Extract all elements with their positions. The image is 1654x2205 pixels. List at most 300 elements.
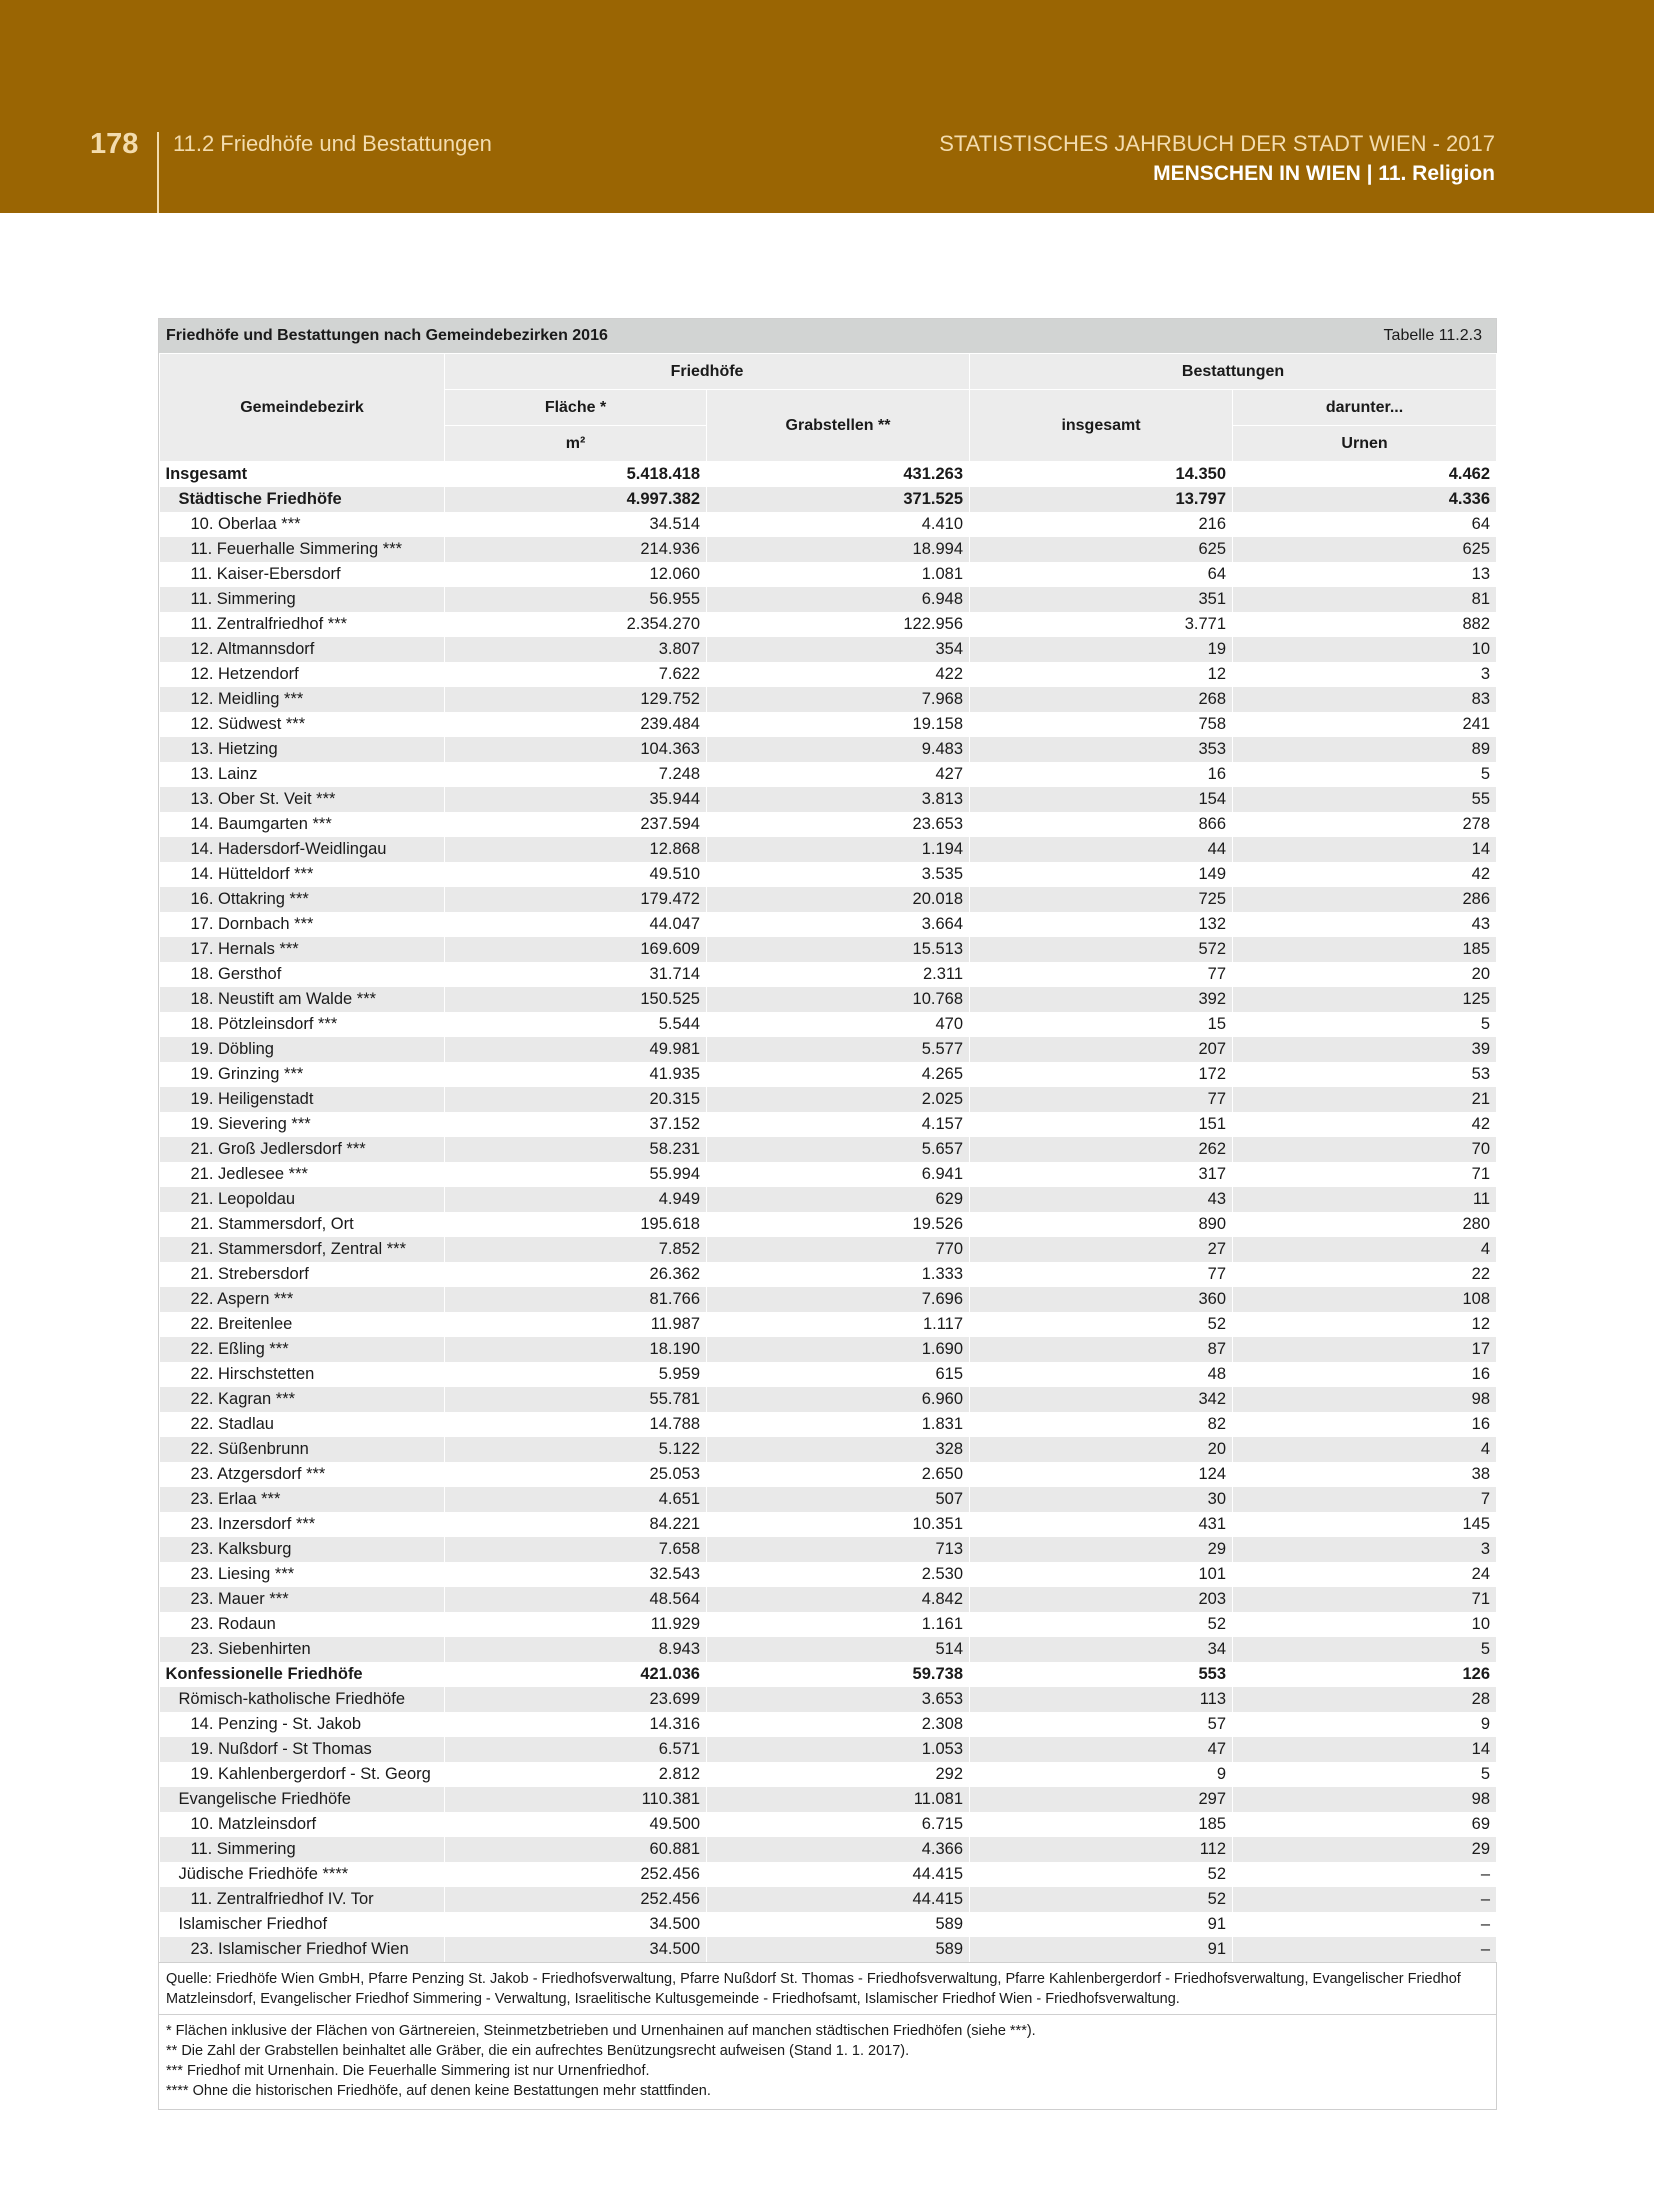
row-name: Städtische Friedhöfe	[160, 487, 445, 512]
cell-urnen: 14	[1233, 837, 1497, 862]
table-row	[160, 587, 1497, 612]
table-row	[160, 812, 1497, 837]
row-name: 19. Nußdorf - St Thomas	[160, 1737, 445, 1762]
cell-flaeche: 34.500	[445, 1937, 707, 1962]
cell-grabstellen: 2.025	[707, 1087, 970, 1112]
header-urnen: Urnen	[1233, 426, 1497, 462]
table-row	[160, 1537, 1497, 1562]
cell-urnen: 108	[1233, 1287, 1497, 1312]
row-name: 10. Oberlaa ***	[160, 512, 445, 537]
cell-flaeche: 56.955	[445, 587, 707, 612]
cell-grabstellen: 3.535	[707, 862, 970, 887]
cell-flaeche: 7.622	[445, 662, 707, 687]
cell-insgesamt: 87	[970, 1337, 1233, 1362]
cell-grabstellen: 10.768	[707, 987, 970, 1012]
cell-flaeche: 7.852	[445, 1237, 707, 1262]
table-row	[160, 1712, 1497, 1737]
cell-grabstellen: 4.410	[707, 512, 970, 537]
cell-insgesamt: 52	[970, 1312, 1233, 1337]
cell-flaeche: 169.609	[445, 937, 707, 962]
row-name: 11. Simmering	[160, 587, 445, 612]
table-row	[160, 1337, 1497, 1362]
cell-insgesamt: 30	[970, 1487, 1233, 1512]
cell-insgesamt: 47	[970, 1737, 1233, 1762]
cell-insgesamt: 553	[970, 1662, 1233, 1687]
cell-grabstellen: 6.960	[707, 1387, 970, 1412]
row-name: 19. Döbling	[160, 1037, 445, 1062]
row-name: 18. Gersthof	[160, 962, 445, 987]
table-row	[160, 862, 1497, 887]
row-name: 21. Stammersdorf, Ort	[160, 1212, 445, 1237]
cell-grabstellen: 770	[707, 1237, 970, 1262]
cell-grabstellen: 4.265	[707, 1062, 970, 1087]
cell-urnen: 22	[1233, 1262, 1497, 1287]
row-name: 14. Hadersdorf-Weidlingau	[160, 837, 445, 862]
cell-urnen: 125	[1233, 987, 1497, 1012]
cell-urnen: –	[1233, 1862, 1497, 1887]
cell-urnen: 13	[1233, 562, 1497, 587]
table-row	[160, 1087, 1497, 1112]
cell-flaeche: 4.651	[445, 1487, 707, 1512]
cell-grabstellen: 589	[707, 1912, 970, 1937]
cell-urnen: 882	[1233, 612, 1497, 637]
cell-grabstellen: 2.308	[707, 1712, 970, 1737]
cell-grabstellen: 20.018	[707, 887, 970, 912]
cell-grabstellen: 4.842	[707, 1587, 970, 1612]
cell-urnen: 29	[1233, 1837, 1497, 1862]
cell-urnen: 4.462	[1233, 462, 1497, 488]
cell-insgesamt: 52	[970, 1862, 1233, 1887]
cell-urnen: 71	[1233, 1162, 1497, 1187]
table-row	[160, 837, 1497, 862]
cell-flaeche: 421.036	[445, 1662, 707, 1687]
row-name: 11. Kaiser-Ebersdorf	[160, 562, 445, 587]
cell-insgesamt: 14.350	[970, 462, 1233, 488]
row-name: Römisch-katholische Friedhöfe	[160, 1687, 445, 1712]
cell-urnen: 20	[1233, 962, 1497, 987]
table-number: Tabelle 11.2.3	[1383, 327, 1482, 344]
cell-insgesamt: 43	[970, 1187, 1233, 1212]
row-name: 21. Strebersdorf	[160, 1262, 445, 1287]
row-name: 21. Leopoldau	[160, 1187, 445, 1212]
table-titlebar	[159, 319, 1496, 353]
cell-urnen: 55	[1233, 787, 1497, 812]
cell-urnen: 11	[1233, 1187, 1497, 1212]
cell-flaeche: 214.936	[445, 537, 707, 562]
header-banner	[0, 0, 1654, 213]
cell-urnen: 278	[1233, 812, 1497, 837]
table-row	[160, 637, 1497, 662]
row-name: 22. Eßling ***	[160, 1337, 445, 1362]
table-row	[160, 662, 1497, 687]
cell-insgesamt: 431	[970, 1512, 1233, 1537]
cell-urnen: 145	[1233, 1512, 1497, 1537]
table-row	[160, 1762, 1497, 1787]
cell-flaeche: 55.781	[445, 1387, 707, 1412]
cell-insgesamt: 77	[970, 962, 1233, 987]
cell-grabstellen: 3.664	[707, 912, 970, 937]
cell-grabstellen: 5.577	[707, 1037, 970, 1062]
row-name: 12. Südwest ***	[160, 712, 445, 737]
table-row	[160, 1862, 1497, 1887]
cell-flaeche: 44.047	[445, 912, 707, 937]
cell-grabstellen: 23.653	[707, 812, 970, 837]
row-name: 13. Lainz	[160, 762, 445, 787]
cell-urnen: 16	[1233, 1412, 1497, 1437]
cell-flaeche: 14.316	[445, 1712, 707, 1737]
cell-grabstellen: 122.956	[707, 612, 970, 637]
table-row	[160, 1362, 1497, 1387]
table-row	[160, 1312, 1497, 1337]
cell-flaeche: 60.881	[445, 1837, 707, 1862]
page-number: 178	[90, 128, 139, 160]
cell-grabstellen: 431.263	[707, 462, 970, 488]
cell-grabstellen: 44.415	[707, 1887, 970, 1912]
table-row	[160, 1187, 1497, 1212]
header-unit-m2: m²	[445, 426, 707, 462]
cell-grabstellen: 1.161	[707, 1612, 970, 1637]
cell-flaeche: 5.544	[445, 1012, 707, 1037]
table-row	[160, 787, 1497, 812]
row-name: 22. Süßenbrunn	[160, 1437, 445, 1462]
row-name: 23. Kalksburg	[160, 1537, 445, 1562]
cell-urnen: 7	[1233, 1487, 1497, 1512]
cell-insgesamt: 91	[970, 1937, 1233, 1962]
cell-insgesamt: 3.771	[970, 612, 1233, 637]
row-name: 22. Hirschstetten	[160, 1362, 445, 1387]
cell-flaeche: 25.053	[445, 1462, 707, 1487]
cell-insgesamt: 19	[970, 637, 1233, 662]
footnote: *** Friedhof mit Urnenhain. Die Feuerhalle Simmering ist nur Urnenfriedhof.	[166, 2063, 650, 2079]
row-name: 14. Penzing - St. Jakob	[160, 1712, 445, 1737]
row-name: 19. Kahlenbergerdorf - St. Georg	[160, 1762, 445, 1787]
table-row	[160, 512, 1497, 537]
cell-grabstellen: 59.738	[707, 1662, 970, 1687]
cell-urnen: 53	[1233, 1062, 1497, 1087]
row-name: 13. Hietzing	[160, 737, 445, 762]
cell-grabstellen: 3.813	[707, 787, 970, 812]
cell-insgesamt: 44	[970, 837, 1233, 862]
cell-insgesamt: 625	[970, 537, 1233, 562]
cell-grabstellen: 4.157	[707, 1112, 970, 1137]
row-name: 16. Ottakring ***	[160, 887, 445, 912]
table-row	[160, 562, 1497, 587]
publication-title: STATISTISCHES JAHRBUCH DER STADT WIEN - 2017	[939, 131, 1495, 156]
table-row	[160, 887, 1497, 912]
cell-flaeche: 49.981	[445, 1037, 707, 1062]
footnote: **** Ohne die historischen Friedhöfe, auf denen keine Bestattungen mehr stattfinden.	[166, 2083, 711, 2099]
table-row	[160, 1112, 1497, 1137]
cell-grabstellen: 1.117	[707, 1312, 970, 1337]
table-row	[160, 1012, 1497, 1037]
cell-insgesamt: 360	[970, 1287, 1233, 1312]
cell-flaeche: 48.564	[445, 1587, 707, 1612]
cell-urnen: 64	[1233, 512, 1497, 537]
cell-grabstellen: 422	[707, 662, 970, 687]
cell-flaeche: 129.752	[445, 687, 707, 712]
cell-insgesamt: 890	[970, 1212, 1233, 1237]
table-row	[160, 1787, 1497, 1812]
cell-urnen: 286	[1233, 887, 1497, 912]
cell-insgesamt: 207	[970, 1037, 1233, 1062]
cell-insgesamt: 77	[970, 1087, 1233, 1112]
cell-urnen: 5	[1233, 1012, 1497, 1037]
cell-insgesamt: 725	[970, 887, 1233, 912]
cell-insgesamt: 52	[970, 1612, 1233, 1637]
row-name: Insgesamt	[160, 462, 445, 488]
cell-flaeche: 179.472	[445, 887, 707, 912]
cell-urnen: 39	[1233, 1037, 1497, 1062]
cell-urnen: 5	[1233, 1637, 1497, 1662]
cell-insgesamt: 13.797	[970, 487, 1233, 512]
source-note: Quelle: Friedhöfe Wien GmbH, Pfarre Penzing St. Jakob - Friedhofsverwaltung, Pfarre Nußdorf St. Thomas - Friedhofsverwaltung, Pfarre Kahlenbergerdorf - Friedhofsverwaltung, Evangelischer Friedhof Matzleinsdorf, Evangelischer Friedhof Simmering - Verwaltung, Israelitische Kultusgemeinde - Friedhofsamt, Islamischer Friedhof Wien - Friedhofsverwaltung.	[159, 1962, 1496, 2014]
cell-grabstellen: 18.994	[707, 537, 970, 562]
table-row	[160, 912, 1497, 937]
cell-grabstellen: 19.526	[707, 1212, 970, 1237]
header-district: Gemeindebezirk	[160, 354, 445, 462]
cell-insgesamt: 268	[970, 687, 1233, 712]
cell-grabstellen: 328	[707, 1437, 970, 1462]
cell-flaeche: 41.935	[445, 1062, 707, 1087]
footnote: * Flächen inklusive der Flächen von Gärtnereien, Steinmetzbetrieben und Urnenhainen auf manchen städtischen Friedhöfen (siehe ***).	[166, 2023, 1036, 2039]
cell-urnen: 81	[1233, 587, 1497, 612]
cell-grabstellen: 2.311	[707, 962, 970, 987]
table-row	[160, 612, 1497, 637]
cell-flaeche: 26.362	[445, 1262, 707, 1287]
cell-insgesamt: 48	[970, 1362, 1233, 1387]
cell-grabstellen: 4.366	[707, 1837, 970, 1862]
row-name: 21. Jedlesee ***	[160, 1162, 445, 1187]
cell-flaeche: 150.525	[445, 987, 707, 1012]
cell-urnen: 3	[1233, 662, 1497, 687]
cell-flaeche: 2.812	[445, 1762, 707, 1787]
cell-urnen: 280	[1233, 1212, 1497, 1237]
cell-urnen: 10	[1233, 637, 1497, 662]
row-name: 22. Stadlau	[160, 1412, 445, 1437]
table-row	[160, 987, 1497, 1012]
table-row	[160, 537, 1497, 562]
cell-insgesamt: 151	[970, 1112, 1233, 1137]
cell-grabstellen: 5.657	[707, 1137, 970, 1162]
cell-grabstellen: 371.525	[707, 487, 970, 512]
table-row	[160, 1137, 1497, 1162]
cell-flaeche: 195.618	[445, 1212, 707, 1237]
table-row	[160, 1662, 1497, 1687]
cell-insgesamt: 297	[970, 1787, 1233, 1812]
table-row	[160, 712, 1497, 737]
cell-urnen: 625	[1233, 537, 1497, 562]
table-row	[160, 1212, 1497, 1237]
row-name: 10. Matzleinsdorf	[160, 1812, 445, 1837]
cell-insgesamt: 52	[970, 1887, 1233, 1912]
cell-urnen: 28	[1233, 1687, 1497, 1712]
row-name: 11. Feuerhalle Simmering ***	[160, 537, 445, 562]
table-row	[160, 1612, 1497, 1637]
header-flaeche: Fläche *	[445, 390, 707, 426]
table-row	[160, 1562, 1497, 1587]
footnotes	[159, 2014, 1496, 2109]
cell-urnen: 42	[1233, 1112, 1497, 1137]
header-grabstellen: Grabstellen **	[707, 390, 970, 462]
row-name: 23. Liesing ***	[160, 1562, 445, 1587]
cell-urnen: 89	[1233, 737, 1497, 762]
cell-grabstellen: 1.831	[707, 1412, 970, 1437]
row-name: 23. Rodaun	[160, 1612, 445, 1637]
table-row	[160, 1937, 1497, 1962]
table-row	[160, 1587, 1497, 1612]
table-row	[160, 1837, 1497, 1862]
cell-flaeche: 12.060	[445, 562, 707, 587]
cell-grabstellen: 7.696	[707, 1287, 970, 1312]
cell-urnen: 10	[1233, 1612, 1497, 1637]
cell-urnen: 9	[1233, 1712, 1497, 1737]
row-name: Konfessionelle Friedhöfe	[160, 1662, 445, 1687]
cell-insgesamt: 15	[970, 1012, 1233, 1037]
table-row	[160, 462, 1497, 488]
cell-flaeche: 12.868	[445, 837, 707, 862]
table-row	[160, 1912, 1497, 1937]
cell-urnen: 16	[1233, 1362, 1497, 1387]
cell-urnen: 24	[1233, 1562, 1497, 1587]
cell-grabstellen: 2.650	[707, 1462, 970, 1487]
row-name: 17. Hernals ***	[160, 937, 445, 962]
cell-urnen: –	[1233, 1912, 1497, 1937]
row-name: 11. Zentralfriedhof ***	[160, 612, 445, 637]
cell-urnen: 98	[1233, 1787, 1497, 1812]
table-row	[160, 1487, 1497, 1512]
cell-insgesamt: 351	[970, 587, 1233, 612]
data-table	[159, 353, 1497, 1962]
cell-grabstellen: 1.081	[707, 562, 970, 587]
cell-flaeche: 49.510	[445, 862, 707, 887]
cell-flaeche: 31.714	[445, 962, 707, 987]
cell-flaeche: 23.699	[445, 1687, 707, 1712]
cell-flaeche: 110.381	[445, 1787, 707, 1812]
cell-insgesamt: 392	[970, 987, 1233, 1012]
header-darunter: darunter...	[1233, 390, 1497, 426]
cell-insgesamt: 353	[970, 737, 1233, 762]
cell-insgesamt: 16	[970, 762, 1233, 787]
chapter-title: MENSCHEN IN WIEN | 11. Religion	[1153, 162, 1495, 185]
row-name: 22. Breitenlee	[160, 1312, 445, 1337]
cell-grabstellen: 15.513	[707, 937, 970, 962]
cell-insgesamt: 203	[970, 1587, 1233, 1612]
cell-urnen: 21	[1233, 1087, 1497, 1112]
cell-flaeche: 14.788	[445, 1412, 707, 1437]
footnote: ** Die Zahl der Grabstellen beinhaltet alle Gräber, die ein aufrechtes Benützungsrecht aufweisen (Stand 1. 1. 2017).	[166, 2043, 910, 2059]
table-body	[160, 462, 1497, 1963]
table-row	[160, 937, 1497, 962]
cell-flaeche: 49.500	[445, 1812, 707, 1837]
table-row	[160, 1037, 1497, 1062]
cell-flaeche: 5.959	[445, 1362, 707, 1387]
cell-flaeche: 11.987	[445, 1312, 707, 1337]
cell-urnen: 3	[1233, 1537, 1497, 1562]
cell-urnen: 126	[1233, 1662, 1497, 1687]
row-name: 23. Inzersdorf ***	[160, 1512, 445, 1537]
cell-grabstellen: 2.530	[707, 1562, 970, 1587]
cell-insgesamt: 34	[970, 1637, 1233, 1662]
cell-grabstellen: 589	[707, 1937, 970, 1962]
row-name: 14. Baumgarten ***	[160, 812, 445, 837]
cell-grabstellen: 6.948	[707, 587, 970, 612]
table-row	[160, 1262, 1497, 1287]
table-row	[160, 1387, 1497, 1412]
cell-grabstellen: 470	[707, 1012, 970, 1037]
cell-insgesamt: 317	[970, 1162, 1233, 1187]
header-insgesamt: insgesamt	[970, 390, 1233, 462]
row-name: 12. Altmannsdorf	[160, 637, 445, 662]
cell-grabstellen: 713	[707, 1537, 970, 1562]
cell-urnen: 4	[1233, 1237, 1497, 1262]
table-row	[160, 1887, 1497, 1912]
row-name: 19. Grinzing ***	[160, 1062, 445, 1087]
row-name: 19. Sievering ***	[160, 1112, 445, 1137]
cell-grabstellen: 1.333	[707, 1262, 970, 1287]
table-row	[160, 1637, 1497, 1662]
cell-grabstellen: 507	[707, 1487, 970, 1512]
cell-flaeche: 104.363	[445, 737, 707, 762]
table-row	[160, 1512, 1497, 1537]
cell-urnen: 241	[1233, 712, 1497, 737]
cell-insgesamt: 91	[970, 1912, 1233, 1937]
cell-urnen: 12	[1233, 1312, 1497, 1337]
cell-insgesamt: 113	[970, 1687, 1233, 1712]
row-name: 12. Meidling ***	[160, 687, 445, 712]
cell-flaeche: 11.929	[445, 1612, 707, 1637]
cell-insgesamt: 866	[970, 812, 1233, 837]
cell-flaeche: 4.997.382	[445, 487, 707, 512]
cell-urnen: 69	[1233, 1812, 1497, 1837]
cell-grabstellen: 11.081	[707, 1787, 970, 1812]
cell-flaeche: 34.500	[445, 1912, 707, 1937]
row-name: 23. Siebenhirten	[160, 1637, 445, 1662]
cell-flaeche: 6.571	[445, 1737, 707, 1762]
cell-insgesamt: 185	[970, 1812, 1233, 1837]
table-row	[160, 962, 1497, 987]
table-row	[160, 1287, 1497, 1312]
table-row	[160, 487, 1497, 512]
cell-grabstellen: 19.158	[707, 712, 970, 737]
row-name: 11. Zentralfriedhof IV. Tor	[160, 1887, 445, 1912]
cell-flaeche: 20.315	[445, 1087, 707, 1112]
header-bestattungen: Bestattungen	[970, 354, 1497, 390]
cell-grabstellen: 10.351	[707, 1512, 970, 1537]
row-name: 21. Groß Jedlersdorf ***	[160, 1137, 445, 1162]
table-row	[160, 1237, 1497, 1262]
cell-flaeche: 252.456	[445, 1862, 707, 1887]
cell-insgesamt: 57	[970, 1712, 1233, 1737]
row-name: 22. Aspern ***	[160, 1287, 445, 1312]
cell-flaeche: 32.543	[445, 1562, 707, 1587]
cell-urnen: 4.336	[1233, 487, 1497, 512]
row-name: Islamischer Friedhof	[160, 1912, 445, 1937]
cell-grabstellen: 1.053	[707, 1737, 970, 1762]
table-row	[160, 762, 1497, 787]
cell-urnen: 38	[1233, 1462, 1497, 1487]
cell-grabstellen: 3.653	[707, 1687, 970, 1712]
cell-urnen: 71	[1233, 1587, 1497, 1612]
cell-grabstellen: 427	[707, 762, 970, 787]
cell-flaeche: 58.231	[445, 1137, 707, 1162]
row-name: 21. Stammersdorf, Zentral ***	[160, 1237, 445, 1262]
cell-urnen: 14	[1233, 1737, 1497, 1762]
cell-insgesamt: 342	[970, 1387, 1233, 1412]
cell-insgesamt: 149	[970, 862, 1233, 887]
cell-urnen: –	[1233, 1887, 1497, 1912]
cell-insgesamt: 77	[970, 1262, 1233, 1287]
cell-flaeche: 5.418.418	[445, 462, 707, 488]
